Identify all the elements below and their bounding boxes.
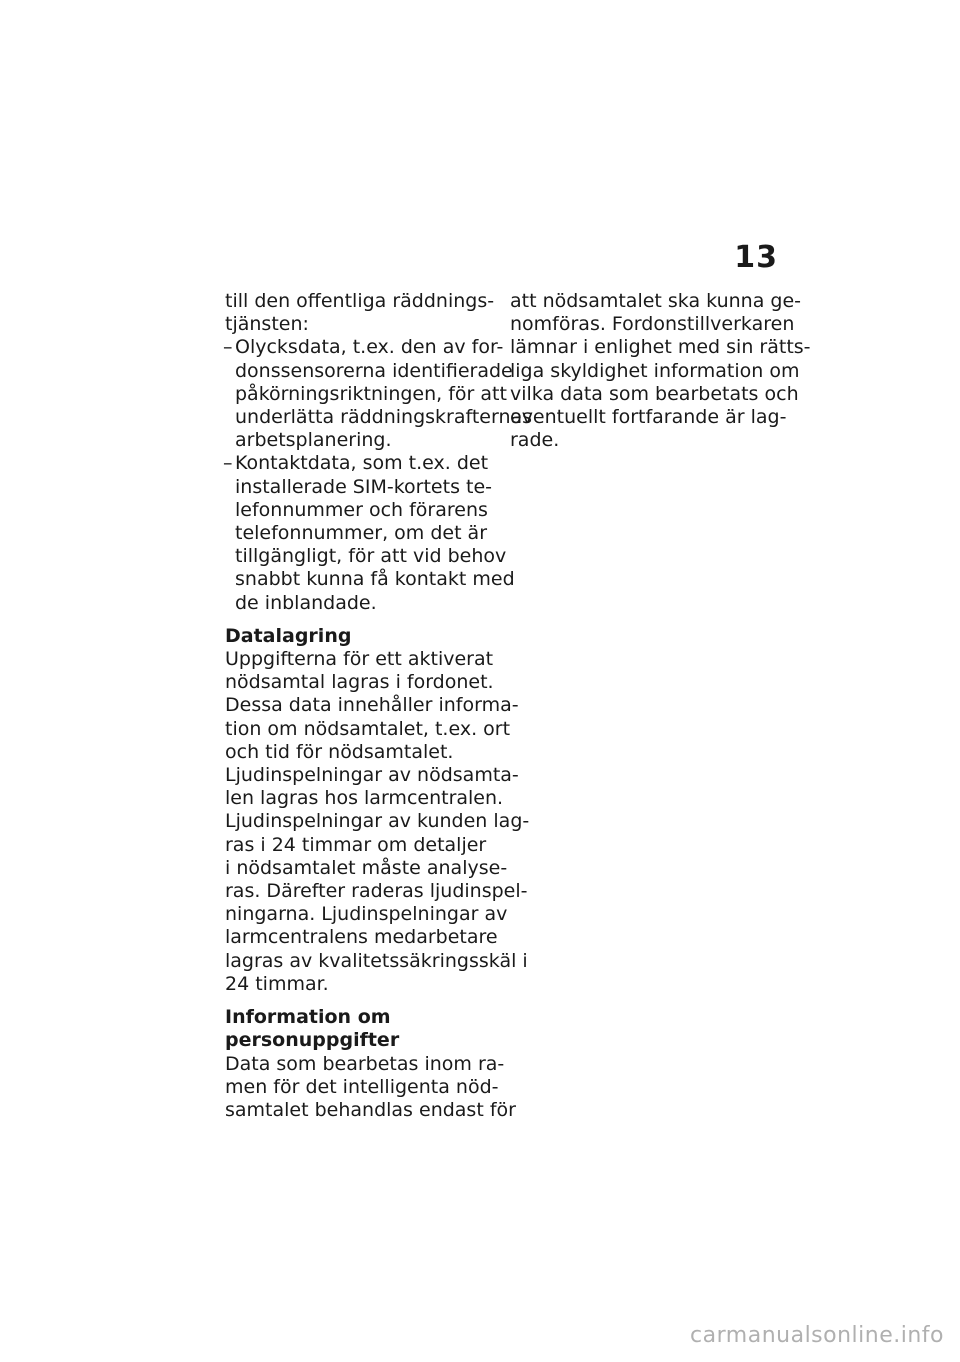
paragraph-line: len lagras hos larmcentralen. xyxy=(225,787,504,810)
paragraph-line: lämnar i enlighet med sin rätts- xyxy=(510,336,811,359)
paragraph-line: Data som bearbetas inom ra- xyxy=(225,1052,505,1075)
bullet-item-accident-data xyxy=(223,336,533,452)
bullet-text: underlätta räddningskrafternas xyxy=(235,406,533,429)
bullet-text: installerade SIM-kortets te- xyxy=(235,475,493,498)
bullet-text: de inblandade. xyxy=(235,591,377,614)
paragraph-line: men för det intelligenta nöd- xyxy=(225,1075,499,1098)
paragraph-line: larmcentralens medarbetare xyxy=(225,926,498,949)
dash-icon: – xyxy=(223,452,233,475)
paragraph-line: Ljudinspelningar av nödsamta- xyxy=(225,764,519,787)
paragraph-line: nomföras. Fordonstillverkaren xyxy=(510,313,795,336)
intro-line: till den offentliga räddnings- xyxy=(225,290,495,312)
bullet-text: Kontaktdata, som t.ex. det xyxy=(235,452,489,475)
bullet-text: telefonnummer, om det är xyxy=(235,522,488,545)
section-heading: Datalagring xyxy=(225,624,352,647)
watermark-text: carmanualsonline.info xyxy=(690,1323,944,1348)
paragraph-line: rade. xyxy=(510,429,560,452)
bullet-line xyxy=(225,452,505,475)
bullet-item-contact-data xyxy=(223,452,515,614)
bullet-text: arbetsplanering. xyxy=(235,429,392,452)
paragraph-line: eventuellt fortfarande är lag- xyxy=(510,406,787,429)
bullet-text: lefonnummer och förarens xyxy=(235,498,488,521)
paragraph-line: samtalet behandlas endast för xyxy=(225,1098,516,1121)
section-personuppgifter xyxy=(225,1006,516,1122)
paragraph-line: Uppgifterna för ett aktiverat xyxy=(225,648,494,671)
intro-line: tjänsten: xyxy=(225,313,309,336)
paragraph-line: ningarna. Ljudinspelningar av xyxy=(225,903,508,926)
section-heading: Information om xyxy=(225,1006,391,1029)
paragraph-line: lagras av kvalitetssäkringsskäl i xyxy=(225,949,528,972)
right-column xyxy=(510,290,811,452)
paragraph-line: Ljudinspelningar av kunden lag- xyxy=(225,810,530,833)
paragraph-line: vilka data som bearbetats och xyxy=(510,382,799,405)
paragraph-line: och tid för nödsamtalet. xyxy=(225,740,454,763)
bullet-text: donssensorerna identifierade xyxy=(235,359,513,382)
section-heading: personuppgifter xyxy=(225,1029,400,1052)
bullet-text: tillgängligt, för att vid behov xyxy=(235,545,507,568)
dash-icon: – xyxy=(223,336,233,359)
paragraph-line: att nödsamtalet ska kunna ge- xyxy=(510,290,801,312)
page-number: 13 xyxy=(734,240,778,275)
paragraph-line: 24 timmar. xyxy=(225,972,329,995)
paragraph-line: liga skyldighet information om xyxy=(510,359,800,382)
paragraph-line: ras. Därefter raderas ljudinspel- xyxy=(225,880,528,903)
paragraph-line: i nödsamtalet måste analyse- xyxy=(225,856,508,879)
bullet-line xyxy=(225,336,505,359)
paragraph-line: Dessa data innehåller informa- xyxy=(225,694,519,717)
bullet-text: Olycksdata, t.ex. den av for- xyxy=(235,336,504,359)
section-datalagring xyxy=(225,624,530,996)
left-column xyxy=(223,290,533,1122)
bullet-text: påkörningsriktningen, för att xyxy=(235,382,507,405)
paragraph-line: nödsamtal lagras i fordonet. xyxy=(225,671,494,694)
paragraph-line: tion om nödsamtalet, t.ex. ort xyxy=(225,717,511,740)
bullet-text: snabbt kunna få kontakt med xyxy=(235,568,515,591)
paragraph-line: ras i 24 timmar om detaljer xyxy=(225,833,487,856)
